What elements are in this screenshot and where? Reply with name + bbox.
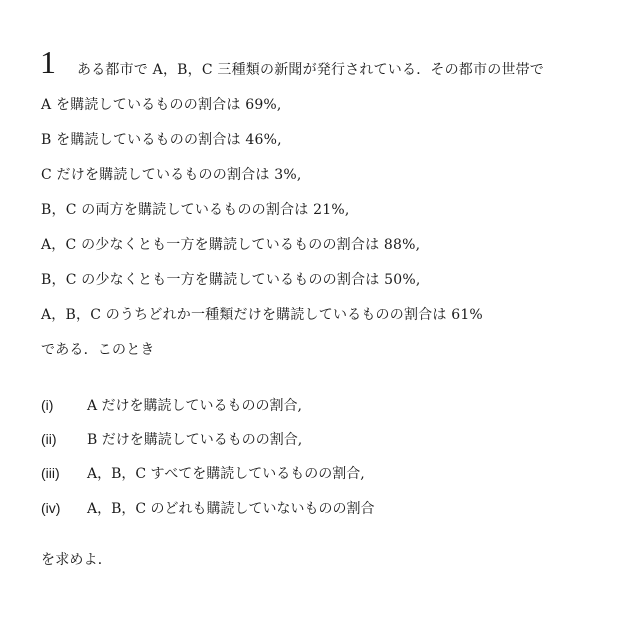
transition-text: である．このとき — [41, 342, 155, 358]
problem-intro: ある都市で A，B，C 三種類の新聞が発行されている．その都市の世帯で — [77, 62, 545, 78]
question-text: B だけを購読しているものの割合, — [87, 432, 303, 448]
question-item — [41, 498, 375, 519]
question-text: A，B，C すべてを購読しているものの割合, — [87, 466, 365, 482]
question-text: A だけを購読しているものの割合, — [87, 398, 303, 414]
question-text: A，B，C のどれも購読していないものの割合 — [87, 501, 375, 517]
question-label: (i) — [41, 397, 54, 413]
condition-line: B，C の両方を購読しているものの割合は 21%, — [41, 202, 350, 218]
closing-text: を求めよ． — [41, 552, 112, 568]
question-item — [41, 463, 365, 484]
question-label: (iv) — [41, 500, 61, 516]
condition-line: A，B，C のうちどれか一種類だけを購読しているものの割合は 61% — [41, 307, 483, 323]
question-label: (iii) — [41, 465, 60, 481]
condition-line: B，C の少なくとも一方を購読しているものの割合は 50%, — [41, 272, 421, 288]
question-item — [41, 395, 302, 416]
problem-number: 1 — [40, 44, 56, 80]
question-label: (ii) — [41, 431, 57, 447]
condition-line: A，C の少なくとも一方を購読しているものの割合は 88%, — [41, 237, 421, 253]
condition-line: C だけを購読しているものの割合は 3%, — [41, 167, 302, 183]
condition-line: B を購読しているものの割合は 46%, — [41, 132, 282, 148]
condition-line: A を購読しているものの割合は 69%, — [41, 97, 282, 113]
question-item — [41, 429, 302, 450]
